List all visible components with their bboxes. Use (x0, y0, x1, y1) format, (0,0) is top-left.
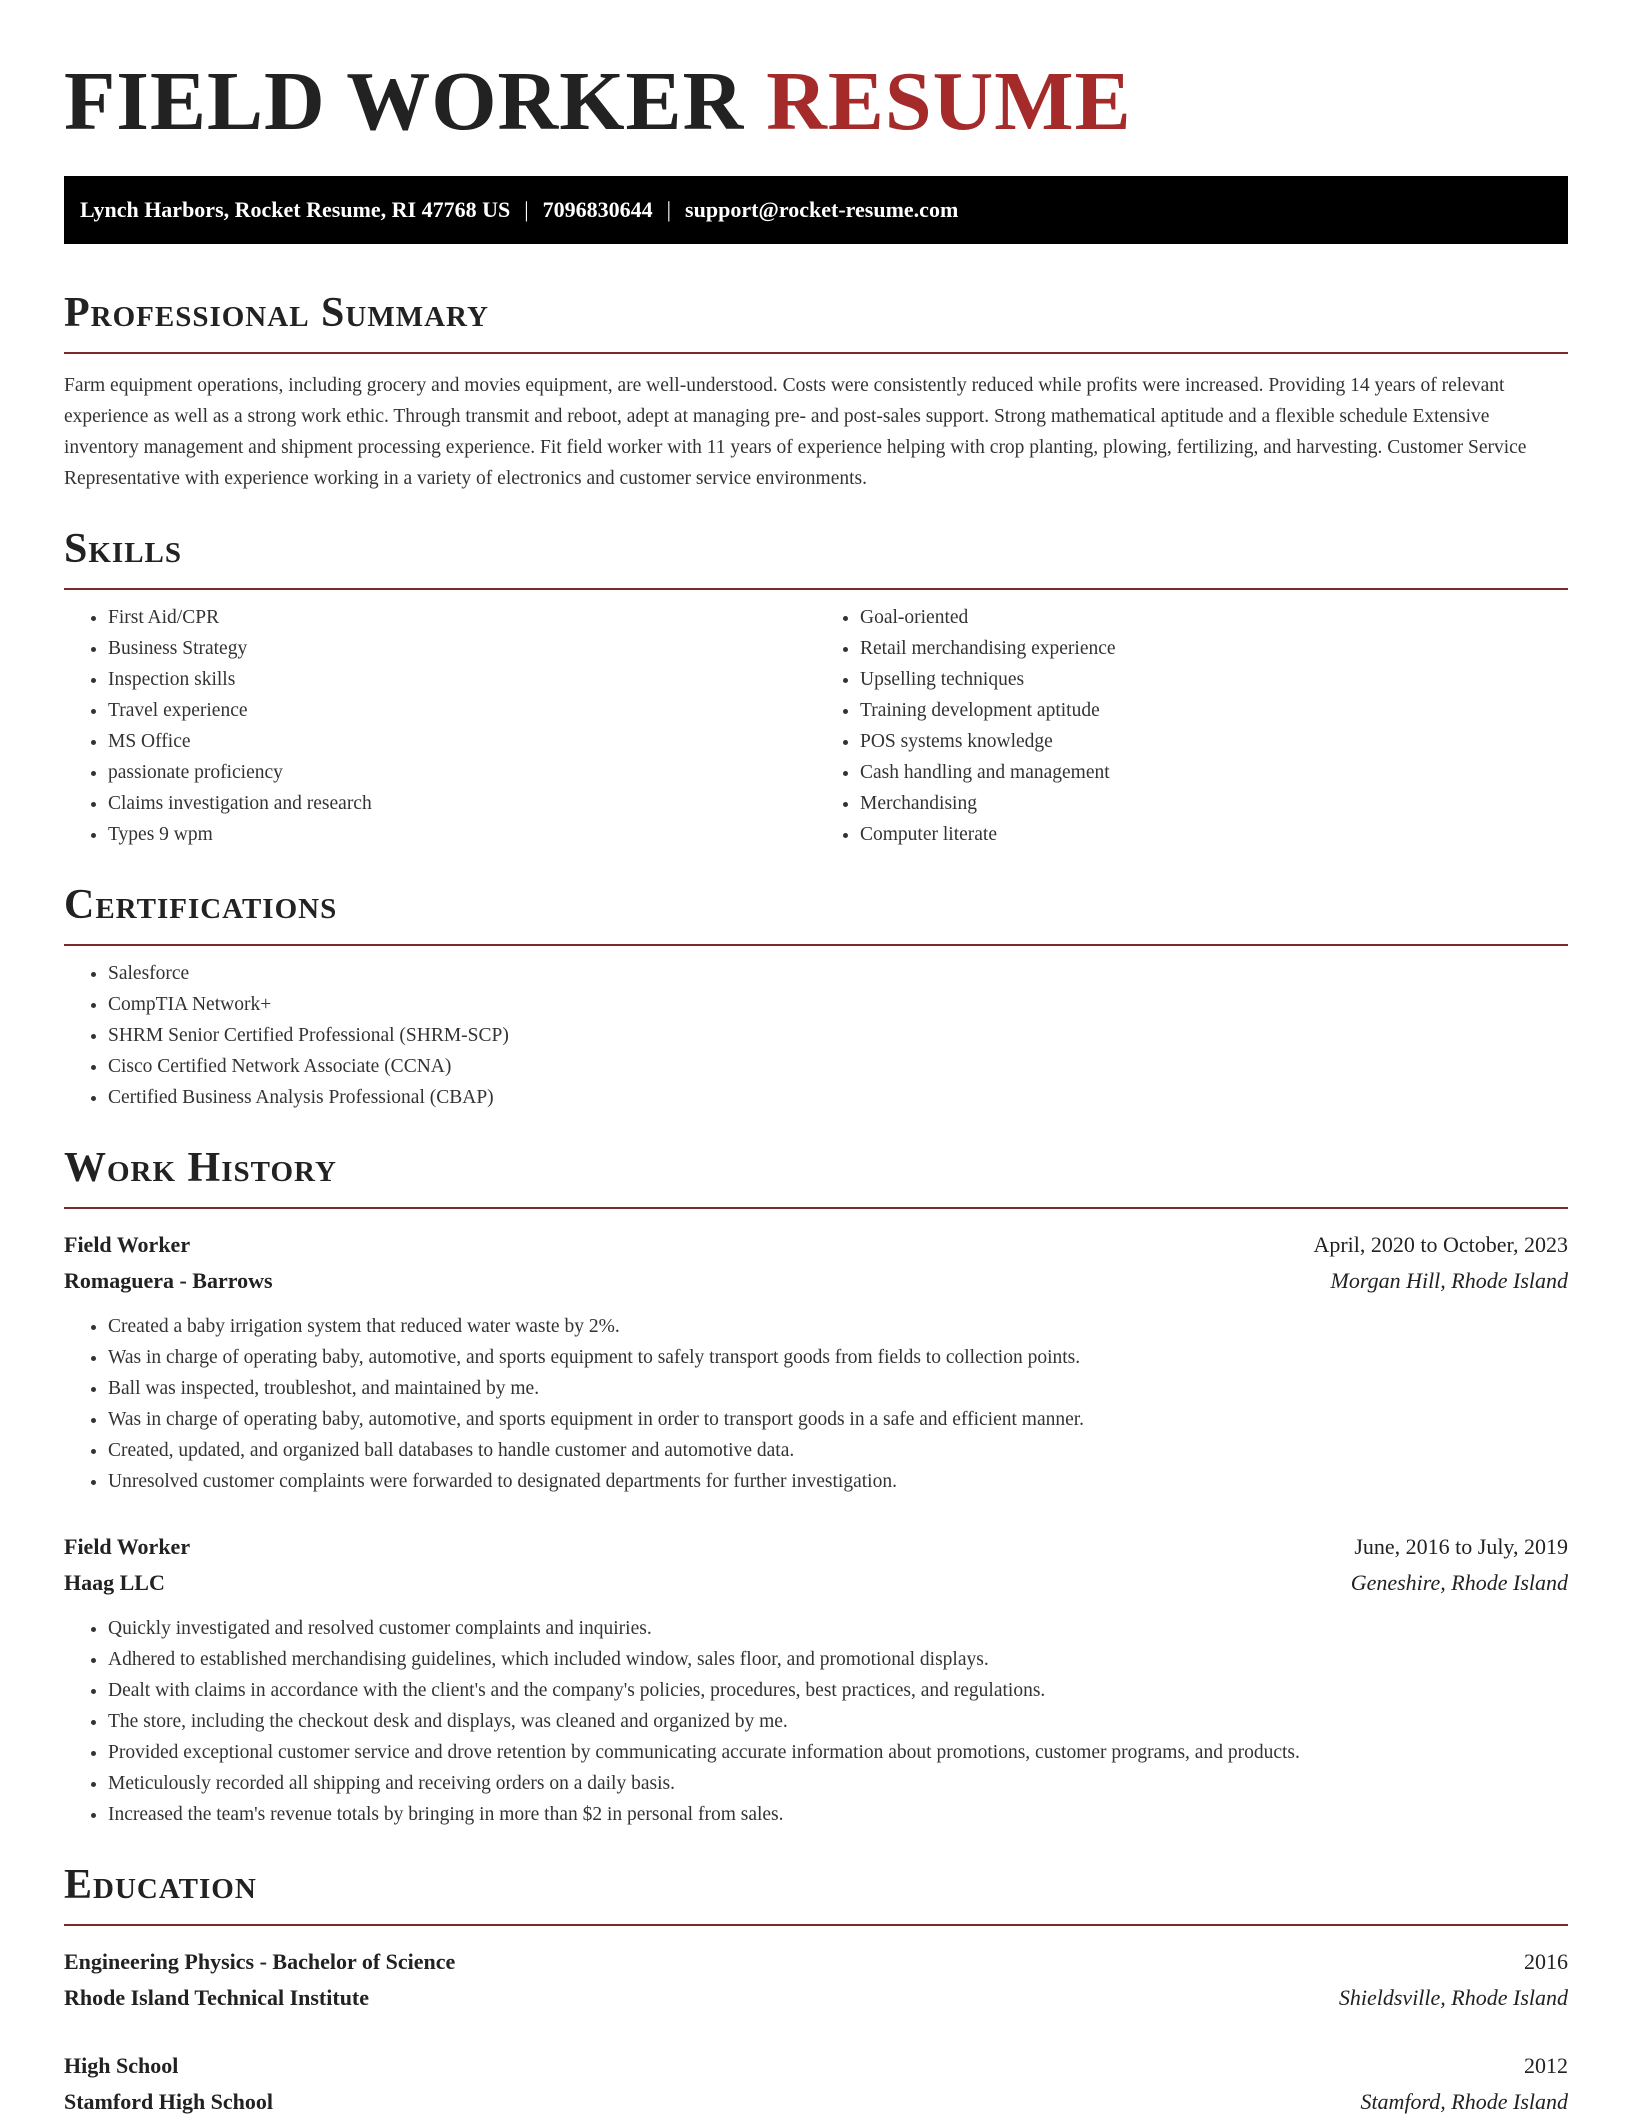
education-school-row (64, 1980, 1568, 2016)
education-degree: High School (64, 2053, 179, 2078)
job-duty-item: • The store, including the checkout desk and displays, was cleaned and organized by me. (108, 1706, 1568, 1737)
job-duty-item: • Created, updated, and organized ball databases to handle customer and automotive data. (108, 1435, 1568, 1466)
job-duty-item: • Meticulously recorded all shipping and receiving orders on a daily basis. (108, 1768, 1568, 1799)
education-year: 2016 (1524, 1949, 1568, 1974)
skill-item: • Training development aptitude (860, 695, 1568, 726)
section-divider (64, 1924, 1568, 1926)
skill-item: • Goal-oriented (860, 602, 1568, 633)
job-title: Field Worker (64, 1232, 191, 1257)
skills-list-left (64, 602, 816, 850)
certification-item: • CompTIA Network+ (108, 989, 1568, 1020)
certification-item: • Cisco Certified Network Associate (CCNA) (108, 1051, 1568, 1082)
job-duty-item: • Dealt with claims in accordance with the client's and the company's policies, procedures, best practices, and regulations. (108, 1675, 1568, 1706)
certifications-section (64, 880, 1568, 1113)
certification-item: • Certified Business Analysis Professional (CBAP) (108, 1082, 1568, 1113)
contact-bar (64, 176, 1568, 244)
job-duty-item: • Quickly investigated and resolved customer complaints and inquiries. (108, 1613, 1568, 1644)
skill-item: • Upselling techniques (860, 664, 1568, 695)
skills-list-right (816, 602, 1568, 850)
education-entry (64, 1944, 1568, 2016)
job-dates: April, 2020 to October, 2023 (1313, 1232, 1568, 1257)
contact-separator: | (524, 197, 529, 222)
skill-item: • Travel experience (108, 695, 816, 726)
job-company: Haag LLC (64, 1570, 165, 1595)
skill-item: • Cash handling and management (860, 757, 1568, 788)
job-duties-list (64, 1311, 1568, 1497)
skills-heading: Skills (64, 526, 183, 572)
summary-section (64, 288, 1568, 494)
job-entry (64, 1227, 1568, 1497)
education-section (64, 1860, 1568, 2120)
education-degree: Engineering Physics - Bachelor of Science (64, 1949, 456, 1974)
certification-item: • Salesforce (108, 958, 1568, 989)
education-heading: Education (64, 1862, 257, 1908)
education-entry (64, 2048, 1568, 2120)
section-divider (64, 352, 1568, 354)
education-location: Shieldsville, Rhode Island (1338, 1985, 1568, 2010)
contact-address: Lynch Harbors, Rocket Resume, RI 47768 US (80, 197, 511, 222)
title-main: FIELD WORKER (64, 55, 745, 148)
skill-item: • First Aid/CPR (108, 602, 816, 633)
job-location: Geneshire, Rhode Island (1350, 1570, 1568, 1595)
education-degree-row (64, 2048, 1568, 2084)
job-duty-item: • Was in charge of operating baby, automotive, and sports equipment to safely transport goods from fields to collection points. (108, 1342, 1568, 1373)
job-title-row (64, 1529, 1568, 1565)
skills-columns (64, 590, 1568, 850)
certification-item: • SHRM Senior Certified Professional (SHRM-SCP) (108, 1020, 1568, 1051)
job-duty-item: • Adhered to established merchandising guidelines, which included window, sales floor, and promotional displays. (108, 1644, 1568, 1675)
job-title: Field Worker (64, 1534, 191, 1559)
section-divider (64, 944, 1568, 946)
job-company: Romaguera - Barrows (64, 1268, 273, 1293)
skill-item: • Inspection skills (108, 664, 816, 695)
job-location: Morgan Hill, Rhode Island (1330, 1268, 1568, 1293)
skill-item: • Types 9 wpm (108, 819, 816, 850)
summary-heading: Professional Summary (64, 290, 489, 336)
contact-email: support@rocket-resume.com (685, 197, 959, 222)
education-degree-row (64, 1944, 1568, 1980)
contact-phone: 7096830644 (542, 197, 653, 222)
job-dates: June, 2016 to July, 2019 (1354, 1534, 1568, 1559)
skill-item: • passionate proficiency (108, 757, 816, 788)
education-school: Rhode Island Technical Institute (64, 1985, 370, 2010)
job-entry (64, 1529, 1568, 1830)
summary-text: Farm equipment operations, including grocery and movies equipment, are well-understood. Costs were consistently reduced while profits were increased. Providing 14 years of relevant experience as well as a strong work ethic. Through transmit and reboot, adept at managing pre- and post-sales support. Strong mathematical aptitude and a flexible schedule Extensive inventory management and shipment processing experience. Fit field worker with 11 years of experience helping with crop planting, plowing, fertilizing, and harvesting. Customer Service Representative with experience working in a variety of electronics and customer service environments. (64, 375, 1527, 489)
title-accent: RESUME (766, 55, 1132, 148)
education-school: Stamford High School (64, 2089, 274, 2114)
section-divider (64, 1207, 1568, 1209)
skill-item: • MS Office (108, 726, 816, 757)
certifications-list (64, 958, 1568, 1113)
job-duty-item: • Unresolved customer complaints were forwarded to designated departments for further investigation. (108, 1466, 1568, 1497)
job-duties-list (64, 1613, 1568, 1830)
work-history-heading: Work History (64, 1145, 337, 1191)
certifications-heading: Certifications (64, 882, 338, 928)
job-company-row (64, 1565, 1568, 1601)
education-school-row (64, 2084, 1568, 2120)
job-company-row (64, 1263, 1568, 1299)
resume-title (64, 0, 1568, 148)
job-duty-item: • Was in charge of operating baby, automotive, and sports equipment in order to transport goods in a safe and efficient manner. (108, 1404, 1568, 1435)
job-duty-item: • Ball was inspected, troubleshot, and maintained by me. (108, 1373, 1568, 1404)
skill-item: • Business Strategy (108, 633, 816, 664)
job-duty-item: • Provided exceptional customer service and drove retention by communicating accurate information about promotions, customer programs, and products. (108, 1737, 1568, 1768)
job-title-row (64, 1227, 1568, 1263)
job-duty-item: • Created a baby irrigation system that reduced water waste by 2%. (108, 1311, 1568, 1342)
skill-item: • Claims investigation and research (108, 788, 816, 819)
skill-item: • Computer literate (860, 819, 1568, 850)
skill-item: • Merchandising (860, 788, 1568, 819)
skills-section (64, 524, 1568, 850)
education-location: Stamford, Rhode Island (1360, 2089, 1568, 2114)
job-duty-item: • Increased the team's revenue totals by bringing in more than $2 in personal from sales. (108, 1799, 1568, 1830)
work-history-section (64, 1143, 1568, 1830)
skill-item: • Retail merchandising experience (860, 633, 1568, 664)
resume-page (64, 0, 1568, 2120)
contact-separator: | (666, 197, 672, 222)
skill-item: • POS systems knowledge (860, 726, 1568, 757)
education-year: 2012 (1524, 2053, 1568, 2078)
